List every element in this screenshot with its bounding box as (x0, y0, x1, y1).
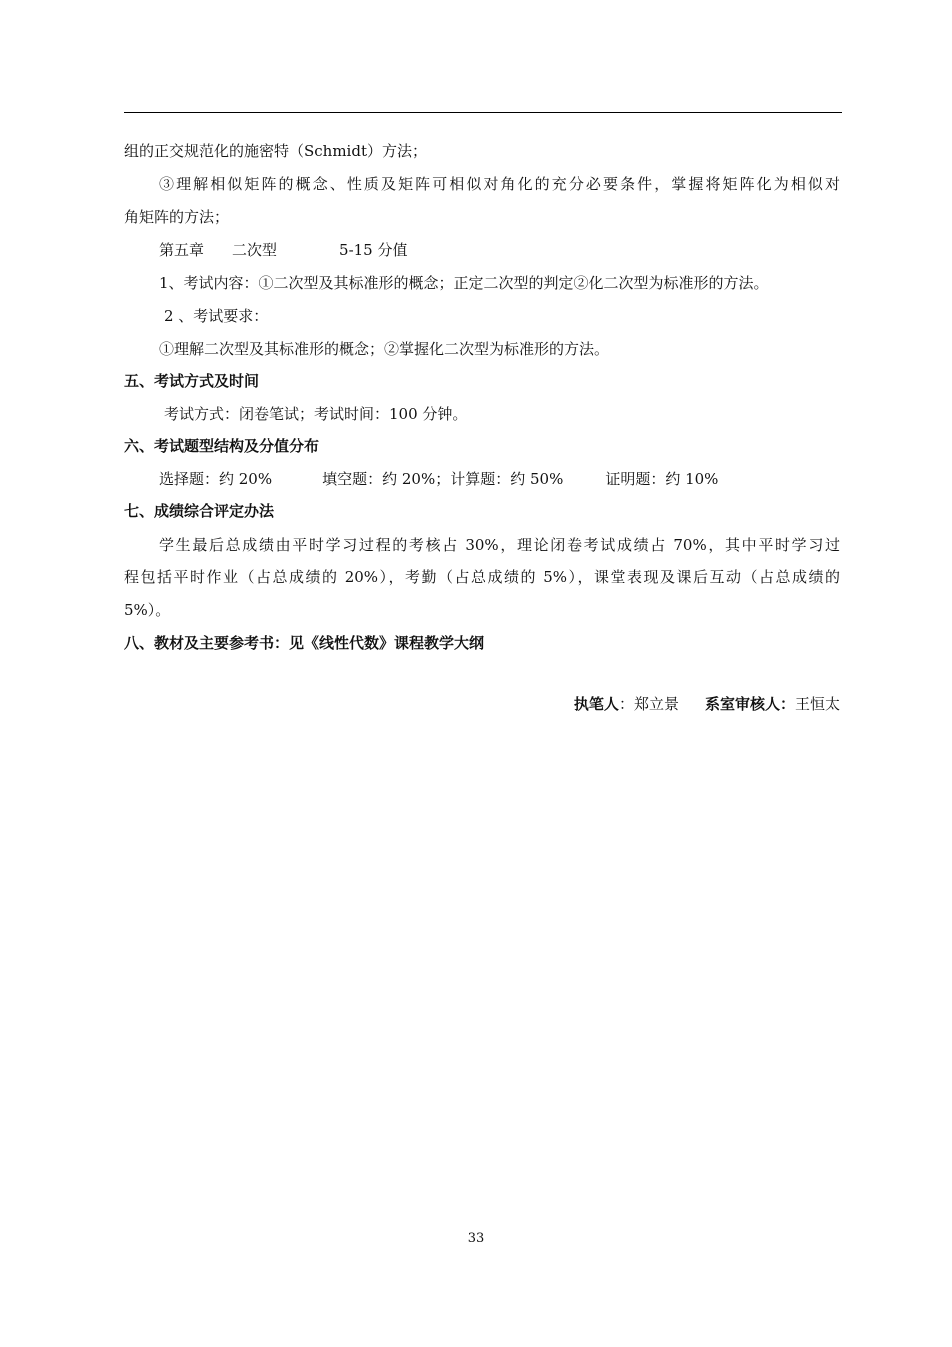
chapter-5-name: 二次型 (232, 241, 278, 259)
text-line-exam-requirement: 2 、考试要求： (164, 307, 269, 325)
section-6-heading: 六、考试题型结构及分值分布 (124, 437, 320, 455)
chapter-5-title: 第五章 (159, 241, 205, 259)
section-7-paragraph-line-1: 学生最后总成绩由平时学习过程的考核占 30%，理论闭卷考试成绩占 70%，其中平时学习过 (159, 536, 840, 554)
section-5-heading: 五、考试方式及时间 (124, 372, 260, 390)
author-separator: ： (618, 695, 634, 713)
section-5-text: 考试方式：闭卷笔试；考试时间：100 分钟。 (164, 405, 468, 423)
header-rule (124, 112, 842, 113)
page-number: 33 (467, 1231, 485, 1246)
signature-line (574, 693, 840, 715)
choice-question-share: 选择题：约 20% (159, 470, 273, 488)
section-7-heading: 七、成绩综合评定办法 (124, 502, 275, 520)
proof-question-share: 证明题：约 10% (605, 470, 719, 488)
reviewer-label: 系室审核人： (704, 695, 795, 713)
fill-compute-share: 填空题：约 20%；计算题：约 50% (322, 470, 564, 488)
chapter-5-line (159, 239, 408, 261)
author-name: 郑立景 (633, 695, 679, 713)
section-8-heading: 八、教材及主要参考书：见《线性代数》课程教学大纲 (124, 634, 485, 652)
section-7-paragraph-line-2: 程包括平时作业（占总成绩的 20%），考勤（占总成绩的 5%），课堂表现及课后互动（占总成绩的 (124, 568, 840, 586)
text-line-similar-matrix: ③理解相似矩阵的概念、性质及矩阵可相似对角化的充分必要条件，掌握将矩阵化为相似对 (159, 175, 840, 193)
text-line-schmidt: 组的正交规范化的施密特（Schmidt）方法； (124, 142, 427, 160)
text-line-exam-content: 1、考试内容：①二次型及其标准形的概念；正定二次型的判定②化二次型为标准形的方法。 (159, 274, 769, 292)
text-line-diagonal: 角矩阵的方法； (124, 208, 230, 226)
reviewer-name: 王恒太 (794, 695, 840, 713)
section-7-paragraph-line-3: 5%）。 (124, 601, 171, 619)
text-line-requirement-detail: ①理解二次型及其标准形的概念；②掌握化二次型为标准形的方法。 (159, 340, 610, 358)
author-label: 执笔人 (573, 695, 619, 713)
section-6-distribution (159, 468, 718, 490)
chapter-5-score: 5-15 分值 (339, 241, 408, 259)
